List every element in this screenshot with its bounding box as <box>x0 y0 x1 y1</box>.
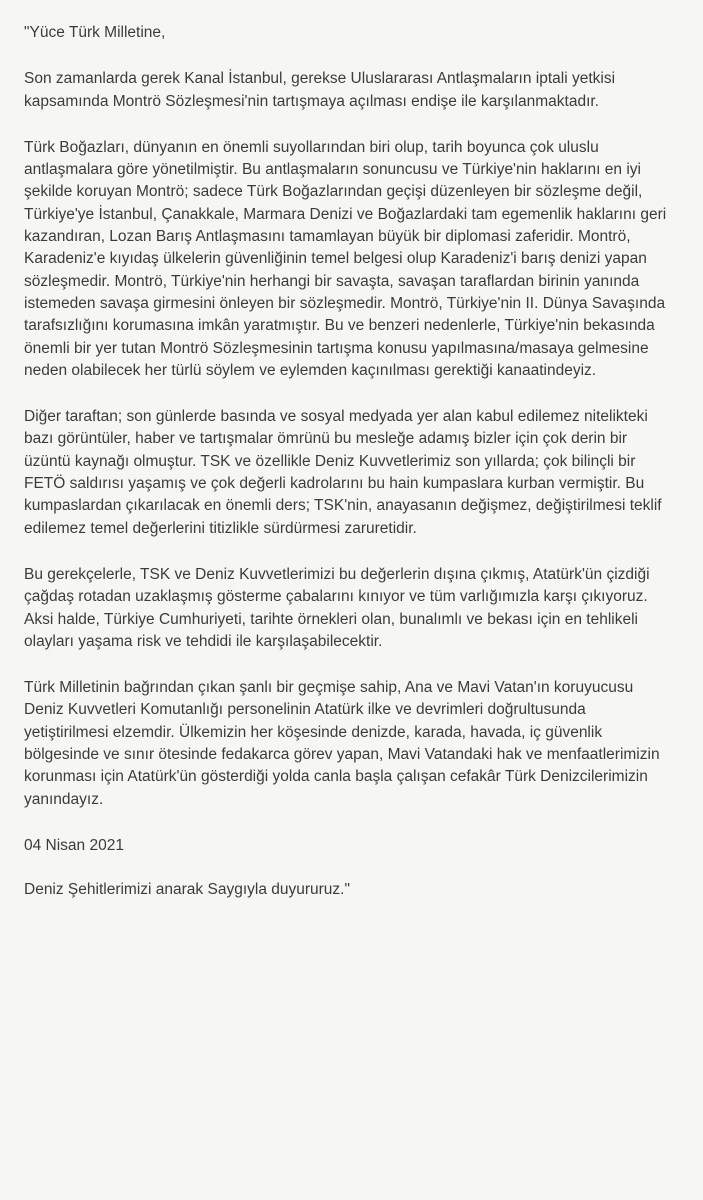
paragraph-montreux-concern: Son zamanlarda gerek Kanal İstanbul, gerekse Uluslararası Antlaşmaların iptali yetkisi kapsamında Montrö Sözleşmesi'nin tartışmaya açılması endişe ile karşılanmaktadır. <box>24 70 616 110</box>
closing-line: Deniz Şehitlerimizi anarak Saygıyla duyururuz." <box>24 881 350 899</box>
salutation: "Yüce Türk Milletine, <box>24 24 166 41</box>
paragraph-turkish-straits: Türk Boğazları, dünyanın en önemli suyollarından biri olup, tarih boyunca çok uluslu antlaşmalara göre yönetilmiştir. Bu antlaşmaların sonuncusu ve Türkiye'nin haklarını en iyi şekilde koruyan Montrö; sadece Türk Boğazlarından geçişi düzenleyen bir sözleşme değil, Türkiye'ye İstanbul, Çanakkale, Marmara Denizi ve Boğazlardaki tam egemenlik haklarını geri kazandıran, Lozan Barış Antlaşmasını tamamlayan büyük bir diplomasi zaferidir. Montrö, Karadeniz'e kıyıdaş ülkelerin güvenliğinin temel belgesi olup Karadeniz'i barış denizi yapan sözleşmedir. Montrö, Türkiye'nin herhangi bir savaşta, savaşan taraflardan birinin yanında istemeden savaşa girmesini önleyen bir sözleşmedir. Montrö, Türkiye'nin II. Dünya Savaşında tarafsızlığını korumasına imkân yaratmıştır. Bu ve benzeri nedenlerle, Türkiye'nin bekasında önemli bir yer tutan Montrö Sözleşmesinin tartışma konusu yapılmasına/masaya gelmesine neden olabilecek her türlü söylem ve eylemden kaçınılması gerektiği kanaatindeyiz. <box>24 138 667 379</box>
document-date: 04 Nisan 2021 <box>24 836 124 854</box>
paragraph-condemnation: Bu gerekçelerle, TSK ve Deniz Kuvvetlerimizi bu değerlerin dışına çıkmış, Atatürk'ün çizdiği çağdaş rotadan uzaklaşmış gösterme çabalarını kınıyor ve tüm varlığımızla karşı çıkıyoruz. Aksi halde, Türkiye Cumhuriyeti, tarihte örnekleri olan, bunalımlı ve bekası için en tehlikeli olayları yaşama risk ve tehdidi ile karşılaşabilecektir. <box>24 565 650 650</box>
paragraph-recent-news: Diğer taraftan; son günlerde basında ve sosyal medyada yer alan kabul edilemez nitelikteki bazı görüntüler, haber ve tartışmalar ömrünü bu mesleğe adamış bizler için çok derin bir üzüntü kaynağı olmuştur. TSK ve özellikle Deniz Kuvvetlerimiz son yıllarda; çok bilinçli bir FETÖ saldırısı yaşamış ve çok değerli kadrolarını bu hain kumpaslara kurban vermiştir. Bu kumpaslardan çıkarılacak en önemli ders; TSK'nin, anayasanın değişmez, değiştirilmesi teklif edilemez temel değerlerini titizlikle sürdürmesi zaruretidir. <box>24 408 662 537</box>
paragraph-naval-support: Türk Milletinin bağrından çıkan şanlı bir geçmişe sahip, Ana ve Mavi Vatan'ın koruyucusu Deniz Kuvvetleri Komutanlığı personelinin Atatürk ilke ve devrimleri doğrultusunda yetiştirilmesi elzemdir. Ülkemizin her köşesinde denizde, karada, havada, iç güvenlik bölgesinde ve sınır ötesinde fedakarca görev yapan, Mavi Vatandaki hak ve menfaatlerimizin korunması için Atatürk'ün gösterdiği yolda canla başla çalışan cefakâr Türk Denizcilerimizin yanındayız. <box>24 679 660 808</box>
